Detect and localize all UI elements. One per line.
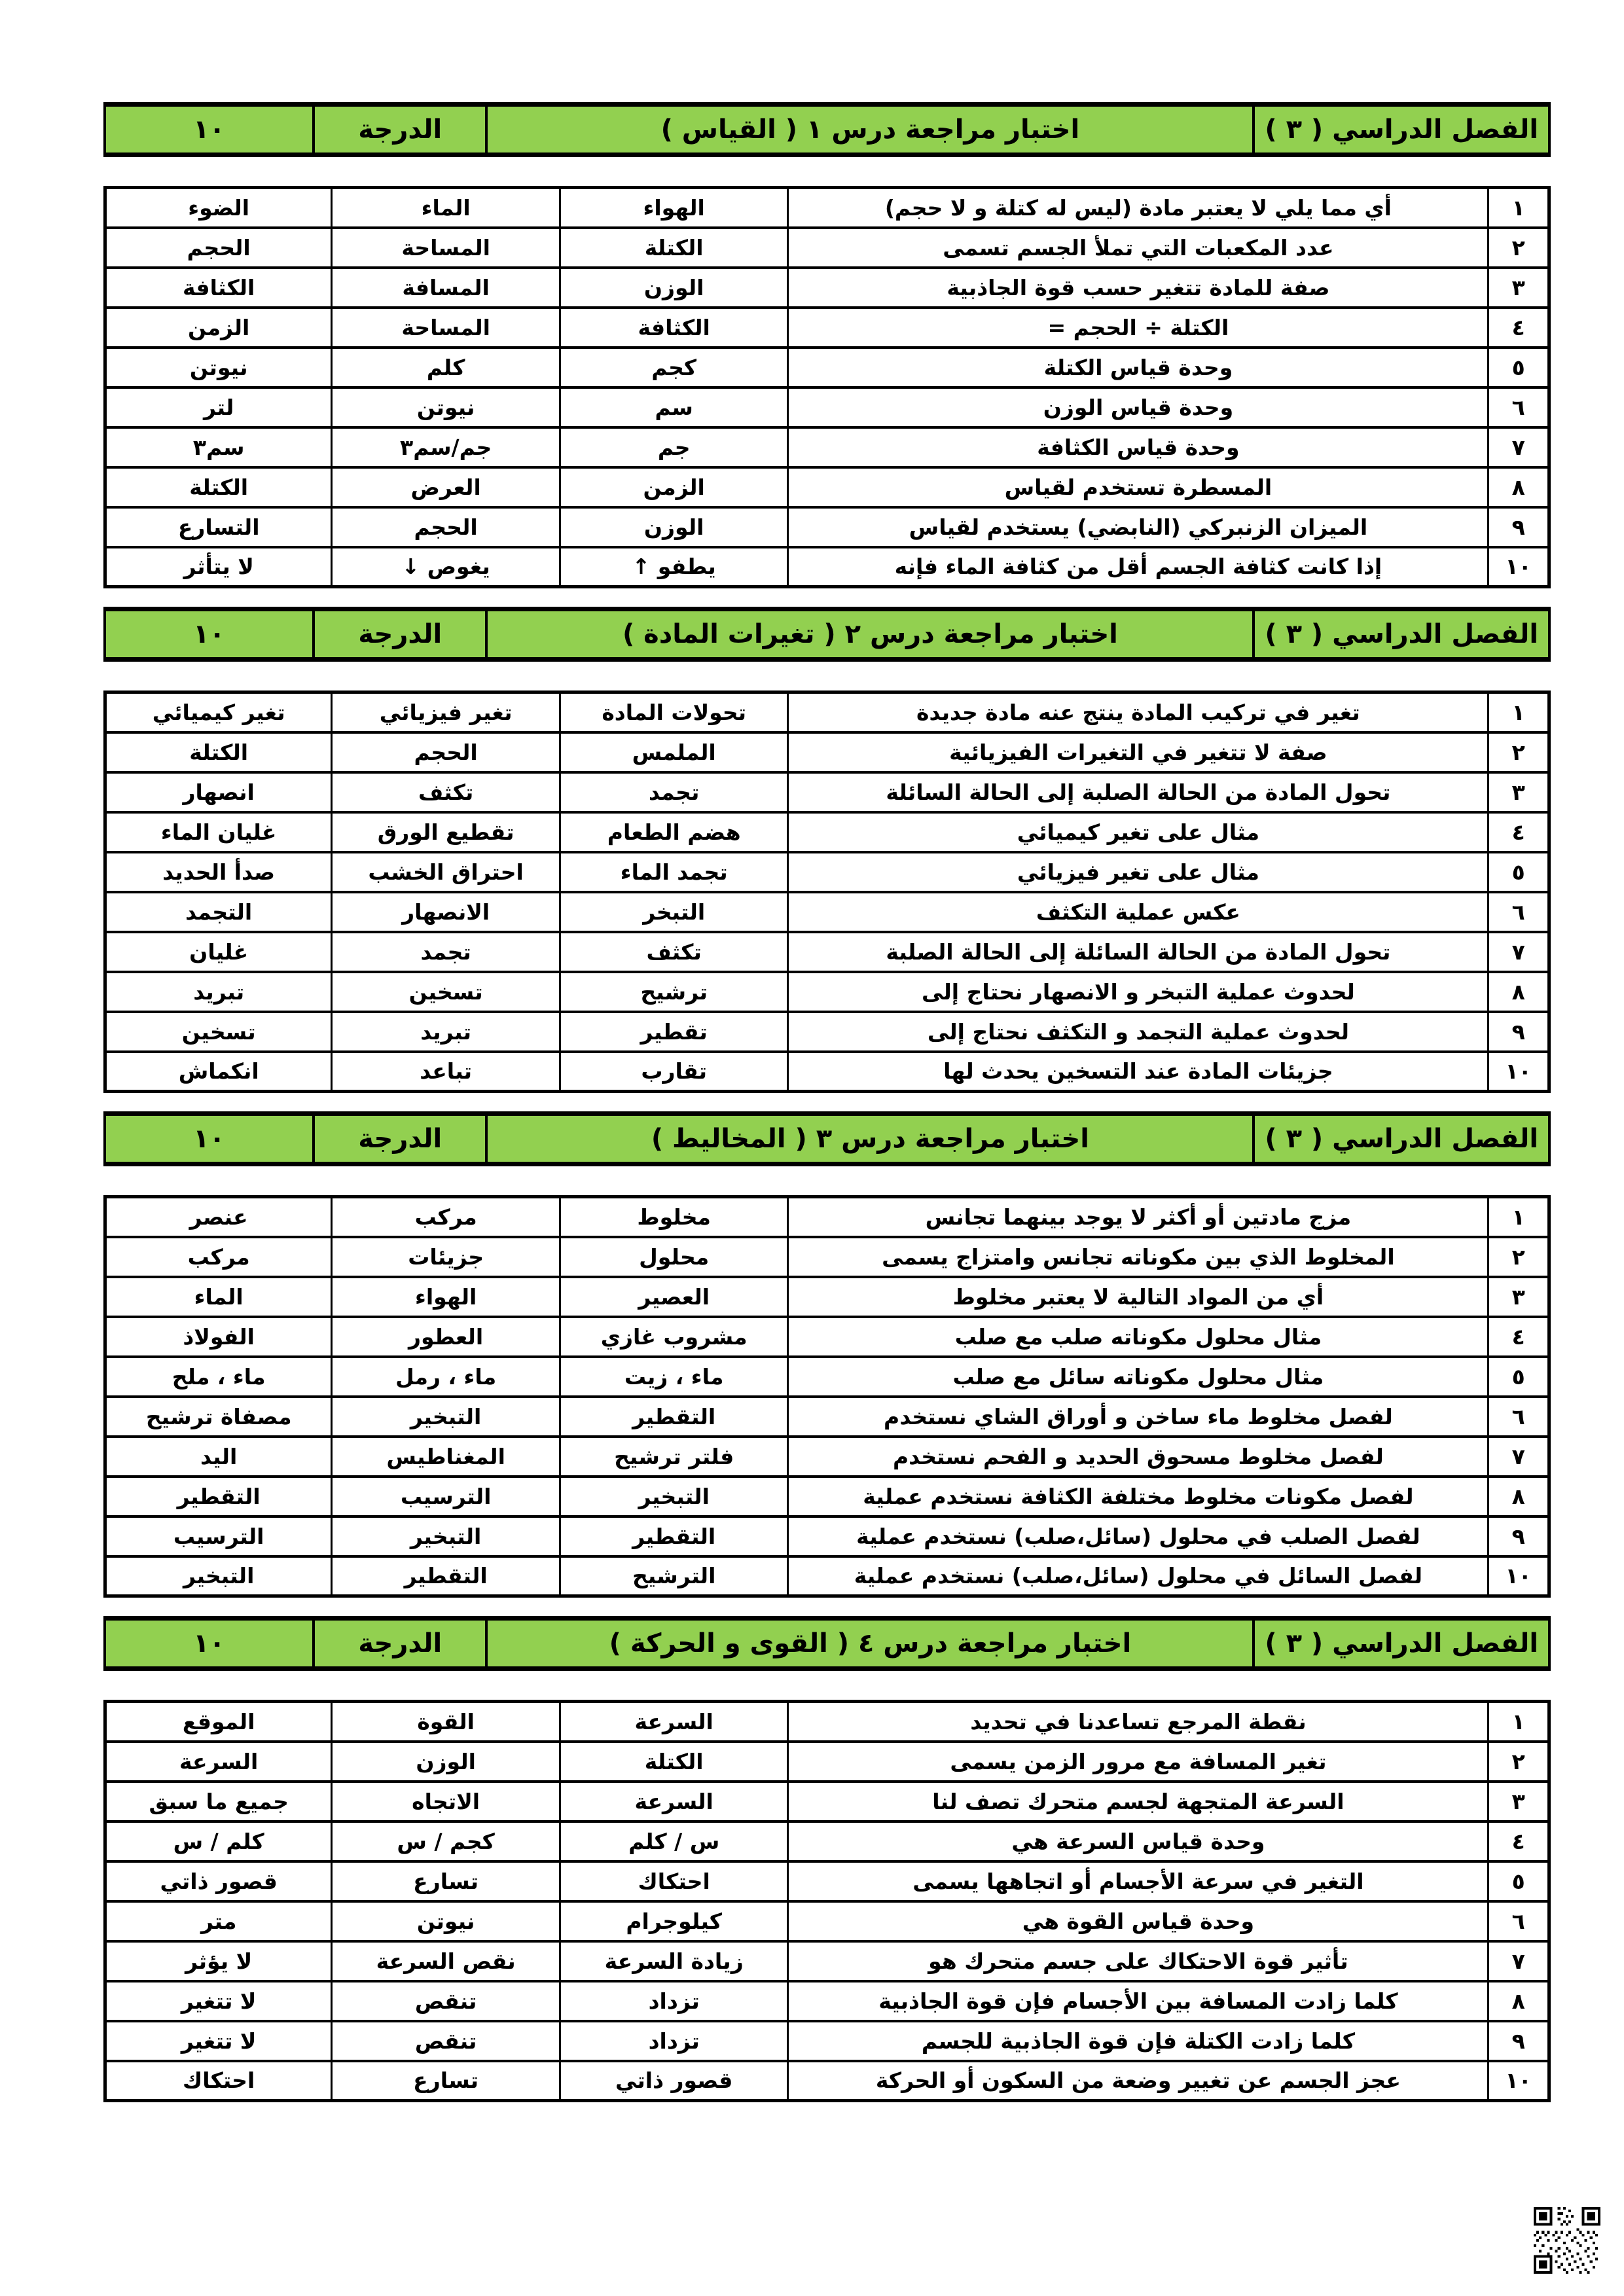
choice-option: متر [105,1901,332,1941]
choice-option: ماء ، ملح [105,1357,332,1397]
choice-option: تغير كيميائي [105,692,332,732]
quiz-section-2 [103,607,1551,1093]
choice-option: تكثف [332,772,560,812]
table-row [105,427,1549,467]
choice-option: المساحة [332,308,560,348]
quiz-title: اختبار مراجعة درس ١ ( القياس ) [485,107,1252,152]
table-row [105,772,1549,812]
choice-option: الكتلة [105,467,332,507]
choice-option: الوزن [332,1742,560,1782]
question-number: ١ [1489,188,1549,228]
choice-option: التبخر [560,892,788,932]
choice-option: الزمن [560,467,788,507]
question-text: لفصل مكونات مخلوط مختلفة الكثافة نستخدم عملية [788,1477,1489,1516]
question-text: مزج مادتين أو أكثر لا يوجد بينهما تجانس [788,1197,1489,1237]
choice-option: جزيئات [332,1237,560,1277]
table-row [105,932,1549,972]
choice-option: الهواء [332,1277,560,1317]
question-text: تأثير قوة الاحتكاك على جسم متحرك هو [788,1941,1489,1981]
question-number: ٧ [1489,1437,1549,1477]
question-text: تحول المادة من الحالة الصلبة إلى الحالة السائلة [788,772,1489,812]
choice-option: غليان الماء [105,812,332,852]
choice-option: الزمن [105,308,332,348]
score-value: ١٠ [193,1124,225,1154]
question-number: ٣ [1489,772,1549,812]
choice-option: العطور [332,1317,560,1357]
question-text: الكتلة ÷ الحجم = [788,308,1489,348]
choice-option: التقطير [560,1397,788,1437]
choice-option: نيوتن [332,1901,560,1941]
choice-option: المساحة [332,228,560,268]
choice-option: تنقص [332,1981,560,2021]
choice-option: الفولاذ [105,1317,332,1357]
choice-option: سم٣ [105,427,332,467]
choice-option: الكتلة [560,1742,788,1782]
section-header-bar [103,1616,1551,1671]
question-text: كلما زادت المسافة بين الأجسام فإن قوة الجاذبية [788,1981,1489,2021]
table-row [105,1556,1549,1596]
choice-option: زيادة السرعة [560,1941,788,1981]
question-number: ١ [1489,1197,1549,1237]
table-row [105,1437,1549,1477]
question-number: ١٠ [1489,1556,1549,1596]
choice-option: الملمس [560,732,788,772]
choice-option: مشروب غازي [560,1317,788,1357]
quiz-table-1 [103,186,1551,588]
choice-option: الكتلة [560,228,788,268]
question-text: مثال على تغير فيزيائي [788,852,1489,892]
table-row [105,1821,1549,1861]
table-row [105,732,1549,772]
question-text: إذا كانت كثافة الجسم أقل من كثافة الماء فإنه [788,547,1489,587]
question-number: ٢ [1489,1237,1549,1277]
question-text: أي من المواد التالية لا يعتبر مخلوط [788,1277,1489,1317]
choice-option: ترشيح [560,972,788,1012]
choice-option: الترشيح [560,1556,788,1596]
question-text: المخلوط الذي بين مكوناته تجانس وامتزاج يسمى [788,1237,1489,1277]
choice-option: تكثف [560,932,788,972]
choice-option: الموقع [105,1702,332,1742]
choice-option: الترسيب [332,1477,560,1516]
question-number: ٧ [1489,932,1549,972]
table-row [105,2021,1549,2061]
choice-option: انكماش [105,1052,332,1092]
question-text: نقطة المرجع تساعدنا في تحديد [788,1702,1489,1742]
table-row [105,1197,1549,1237]
table-row [105,1012,1549,1052]
question-number: ٥ [1489,348,1549,387]
choice-option: التجمد [105,892,332,932]
question-number: ٦ [1489,1901,1549,1941]
choice-option: قصور ذاتي [560,2061,788,2101]
choice-option: العرض [332,467,560,507]
table-row [105,1317,1549,1357]
choice-option: نيوتن [332,387,560,427]
choice-option: التسارع [105,507,332,547]
choice-option: الوزن [560,268,788,308]
question-text: لحدوث عملية التبخر و الانصهار نحتاج إلى [788,972,1489,1012]
question-text: وحدة قياس القوة هي [788,1901,1489,1941]
question-number: ٤ [1489,812,1549,852]
score-value: ١٠ [193,619,225,649]
choice-option: لا تتغير [105,2021,332,2061]
question-text: كلما زادت الكتلة فإن قوة الجاذبية للجسم [788,2021,1489,2061]
semester-label: الفصل الدراسي ( ٣ ) [1252,1116,1548,1162]
choice-option: مخلوط [560,1197,788,1237]
choice-option: العصير [560,1277,788,1317]
section-header-bar [103,607,1551,662]
question-number: ٧ [1489,1941,1549,1981]
table-row [105,852,1549,892]
table-row [105,1516,1549,1556]
choice-option: مصفاة ترشيح [105,1397,332,1437]
choice-option: جميع ما سبق [105,1782,332,1821]
table-row [105,228,1549,268]
choice-option: ماء ، زيت [560,1357,788,1397]
table-row [105,1702,1549,1742]
choice-option: تزداد [560,2021,788,2061]
choice-option: مركب [105,1237,332,1277]
score-label: الدرجة [312,107,485,152]
choice-option: نقص السرعة [332,1941,560,1981]
semester-label: الفصل الدراسي ( ٣ ) [1252,107,1548,152]
table-row [105,2061,1549,2101]
question-text: تغير في تركيب المادة ينتج عنه مادة جديدة [788,692,1489,732]
choice-option: جم/سم٣ [332,427,560,467]
question-number: ٤ [1489,1821,1549,1861]
table-row [105,1981,1549,2021]
choice-option: المسافة [332,268,560,308]
choice-option: سم [560,387,788,427]
question-text: لفصل مخلوط مسحوق الحديد و الفحم نستخدم [788,1437,1489,1477]
choice-option: التقطير [560,1516,788,1556]
choice-option: التبخير [332,1516,560,1556]
choice-option: كيلوجرام [560,1901,788,1941]
question-text: مثال على تغير كيميائي [788,812,1489,852]
question-number: ٤ [1489,308,1549,348]
table-row [105,547,1549,587]
choice-option: الترسيب [105,1516,332,1556]
question-number: ١٠ [1489,547,1549,587]
score-label: الدرجة [312,1116,485,1162]
question-number: ٥ [1489,1861,1549,1901]
choice-option: محلول [560,1237,788,1277]
table-row [105,1861,1549,1901]
quiz-title: اختبار مراجعة درس ٢ ( تغيرات المادة ) [485,611,1252,657]
choice-option: لا يؤثر [105,1941,332,1981]
choice-option: التقطير [332,1556,560,1596]
question-text: صفة لا تتغير في التغيرات الفيزيائية [788,732,1489,772]
question-text: لفصل السائل في محلول (سائل،صلب) نستخدم عملية [788,1556,1489,1596]
choice-option: التقطير [105,1477,332,1516]
choice-option: المغناطيس [332,1437,560,1477]
table-row [105,892,1549,932]
choice-option: كلم [332,348,560,387]
choice-option: تنقص [332,2021,560,2061]
choice-option: تبريد [332,1012,560,1052]
qr-code [1534,2207,1600,2274]
table-row [105,467,1549,507]
table-row [105,1237,1549,1277]
question-number: ٣ [1489,1782,1549,1821]
choice-option: عنصر [105,1197,332,1237]
choice-option: غليان [105,932,332,972]
table-row [105,387,1549,427]
question-text: لفصل مخلوط ماء ساخن و أوراق الشاي نستخدم [788,1397,1489,1437]
score-value: ١٠ [193,115,225,145]
choice-option: صدأ الحديد [105,852,332,892]
question-text: لحدوث عملية التجمد و التكثف نحتاج إلى [788,1012,1489,1052]
choice-option: فلتر ترشيح [560,1437,788,1477]
table-row [105,1941,1549,1981]
choice-option: الكثافة [105,268,332,308]
table-row [105,1742,1549,1782]
choice-option: التبخير [105,1556,332,1596]
table-row [105,1277,1549,1317]
choice-option: الماء [105,1277,332,1317]
quiz-table-2 [103,691,1551,1093]
choice-option: تجمد الماء [560,852,788,892]
question-number: ٧ [1489,427,1549,467]
table-row [105,972,1549,1012]
choice-option: قصور ذاتي [105,1861,332,1901]
choice-option: كلم / س [105,1821,332,1861]
table-row [105,1477,1549,1516]
choice-option: تسارع [332,2061,560,2101]
choice-option: ماء ، رمل [332,1357,560,1397]
choice-option: السرعة [560,1702,788,1742]
choice-option: كجم / س [332,1821,560,1861]
section-header-bar [103,102,1551,157]
choice-option: تجمد [332,932,560,972]
choice-option: الضوء [105,188,332,228]
question-text: تغير المسافة مع مرور الزمن يسمى [788,1742,1489,1782]
choice-option: س / كلم [560,1821,788,1861]
choice-option: احتكاك [105,2061,332,2101]
choice-option: الكثافة [560,308,788,348]
choice-option: الوزن [560,507,788,547]
score-label: الدرجة [312,1621,485,1666]
choice-option: احتكاك [560,1861,788,1901]
choice-option: تبريد [105,972,332,1012]
score-label: الدرجة [312,611,485,657]
choice-option: اليد [105,1437,332,1477]
choice-option: لا يتأثر [105,547,332,587]
choice-option: التبخير [332,1397,560,1437]
choice-option: القوة [332,1702,560,1742]
quiz-section-3 [103,1111,1551,1598]
question-text: عدد المكعبات التي تملأ الجسم تسمى [788,228,1489,268]
choice-option: تزداد [560,1981,788,2021]
question-text: وحدة قياس الوزن [788,387,1489,427]
question-number: ٩ [1489,2021,1549,2061]
question-number: ٤ [1489,1317,1549,1357]
question-number: ٨ [1489,972,1549,1012]
choice-option: الاتجاه [332,1782,560,1821]
choice-option: نيوتن [105,348,332,387]
choice-option: الماء [332,188,560,228]
question-number: ٦ [1489,1397,1549,1437]
table-row [105,1357,1549,1397]
question-text: مثال محلول مكوناته سائل مع صلب [788,1357,1489,1397]
choice-option: تقطير [560,1012,788,1052]
question-number: ٦ [1489,892,1549,932]
question-number: ٨ [1489,467,1549,507]
choice-option: هضم الطعام [560,812,788,852]
choice-option: تقطيع الورق [332,812,560,852]
question-text: أي مما يلي لا يعتبر مادة (ليس له كتلة و لا حجم) [788,188,1489,228]
quiz-section-1 [103,102,1551,588]
choice-option: جم [560,427,788,467]
table-row [105,1901,1549,1941]
question-number: ٦ [1489,387,1549,427]
table-row [105,308,1549,348]
choice-option: يغوص ↓ [332,547,560,587]
question-number: ٩ [1489,507,1549,547]
table-row [105,1397,1549,1437]
choice-option: تجمد [560,772,788,812]
choice-option: لتر [105,387,332,427]
choice-option: الكتلة [105,732,332,772]
question-text: وحدة قياس الكتلة [788,348,1489,387]
table-row [105,268,1549,308]
choice-option: الهواء [560,188,788,228]
choice-option: الانصهار [332,892,560,932]
choice-option: احتراق الخشب [332,852,560,892]
question-text: عجز الجسم عن تغيير وضعة من السكون أو الحركة [788,2061,1489,2101]
choice-option: السرعة [560,1782,788,1821]
question-number: ٣ [1489,268,1549,308]
choice-option: تسخين [332,972,560,1012]
choice-option: تغير فيزيائي [332,692,560,732]
table-row [105,1782,1549,1821]
quiz-table-3 [103,1195,1551,1598]
quiz-section-4 [103,1616,1551,2102]
question-number: ٩ [1489,1012,1549,1052]
quiz-table-4 [103,1700,1551,2102]
question-text: وحدة قياس السرعة هي [788,1821,1489,1861]
question-number: ١٠ [1489,2061,1549,2101]
question-number: ٥ [1489,1357,1549,1397]
choice-option: تسارع [332,1861,560,1901]
table-row [105,348,1549,387]
table-row [105,812,1549,852]
question-text: جزيئات المادة عند التسخين يحدث لها [788,1052,1489,1092]
question-text: التغير في سرعة الأجسام أو اتجاهها يسمى [788,1861,1489,1901]
choice-option: تقارب [560,1052,788,1092]
choice-option: تحولات المادة [560,692,788,732]
question-number: ٥ [1489,852,1549,892]
question-number: ١٠ [1489,1052,1549,1092]
table-row [105,692,1549,732]
score-value: ١٠ [193,1628,225,1659]
choice-option: كجم [560,348,788,387]
question-number: ١ [1489,1702,1549,1742]
choice-option: لا تتغير [105,1981,332,2021]
question-number: ٢ [1489,1742,1549,1782]
section-header-bar [103,1111,1551,1166]
question-number: ٣ [1489,1277,1549,1317]
choice-option: الحجم [332,732,560,772]
question-text: المسطرة تستخدم لقياس [788,467,1489,507]
question-text: صفة للمادة تتغير حسب قوة الجاذبية [788,268,1489,308]
question-text: الميزان الزنبركي (النابضي) يستخدم لقياس [788,507,1489,547]
semester-label: الفصل الدراسي ( ٣ ) [1252,611,1548,657]
question-text: وحدة قياس الكثافة [788,427,1489,467]
question-number: ٨ [1489,1477,1549,1516]
choice-option: يطفو ↑ [560,547,788,587]
question-number: ٨ [1489,1981,1549,2021]
question-text: عكس عملية التكثف [788,892,1489,932]
table-row [105,1052,1549,1092]
choice-option: التبخير [560,1477,788,1516]
choice-option: تباعد [332,1052,560,1092]
choice-option: تسخين [105,1012,332,1052]
question-text: السرعة المتجهة لجسم متحرك تصف لنا [788,1782,1489,1821]
question-number: ١ [1489,692,1549,732]
question-number: ٢ [1489,732,1549,772]
choice-option: مركب [332,1197,560,1237]
question-number: ٢ [1489,228,1549,268]
question-text: لفصل الصلب في محلول (سائل،صلب) نستخدم عملية [788,1516,1489,1556]
quiz-title: اختبار مراجعة درس ٤ ( القوى و الحركة ) [485,1621,1252,1666]
semester-label: الفصل الدراسي ( ٣ ) [1252,1621,1548,1666]
question-text: مثال محلول مكوناته صلب مع صلب [788,1317,1489,1357]
table-row [105,188,1549,228]
quiz-title: اختبار مراجعة درس ٣ ( المخاليط ) [485,1116,1252,1162]
question-number: ٩ [1489,1516,1549,1556]
choice-option: انصهار [105,772,332,812]
table-row [105,507,1549,547]
question-text: تحول المادة من الحالة السائلة إلى الحالة الصلبة [788,932,1489,972]
choice-option: السرعة [105,1742,332,1782]
choice-option: الحجم [105,228,332,268]
choice-option: الحجم [332,507,560,547]
